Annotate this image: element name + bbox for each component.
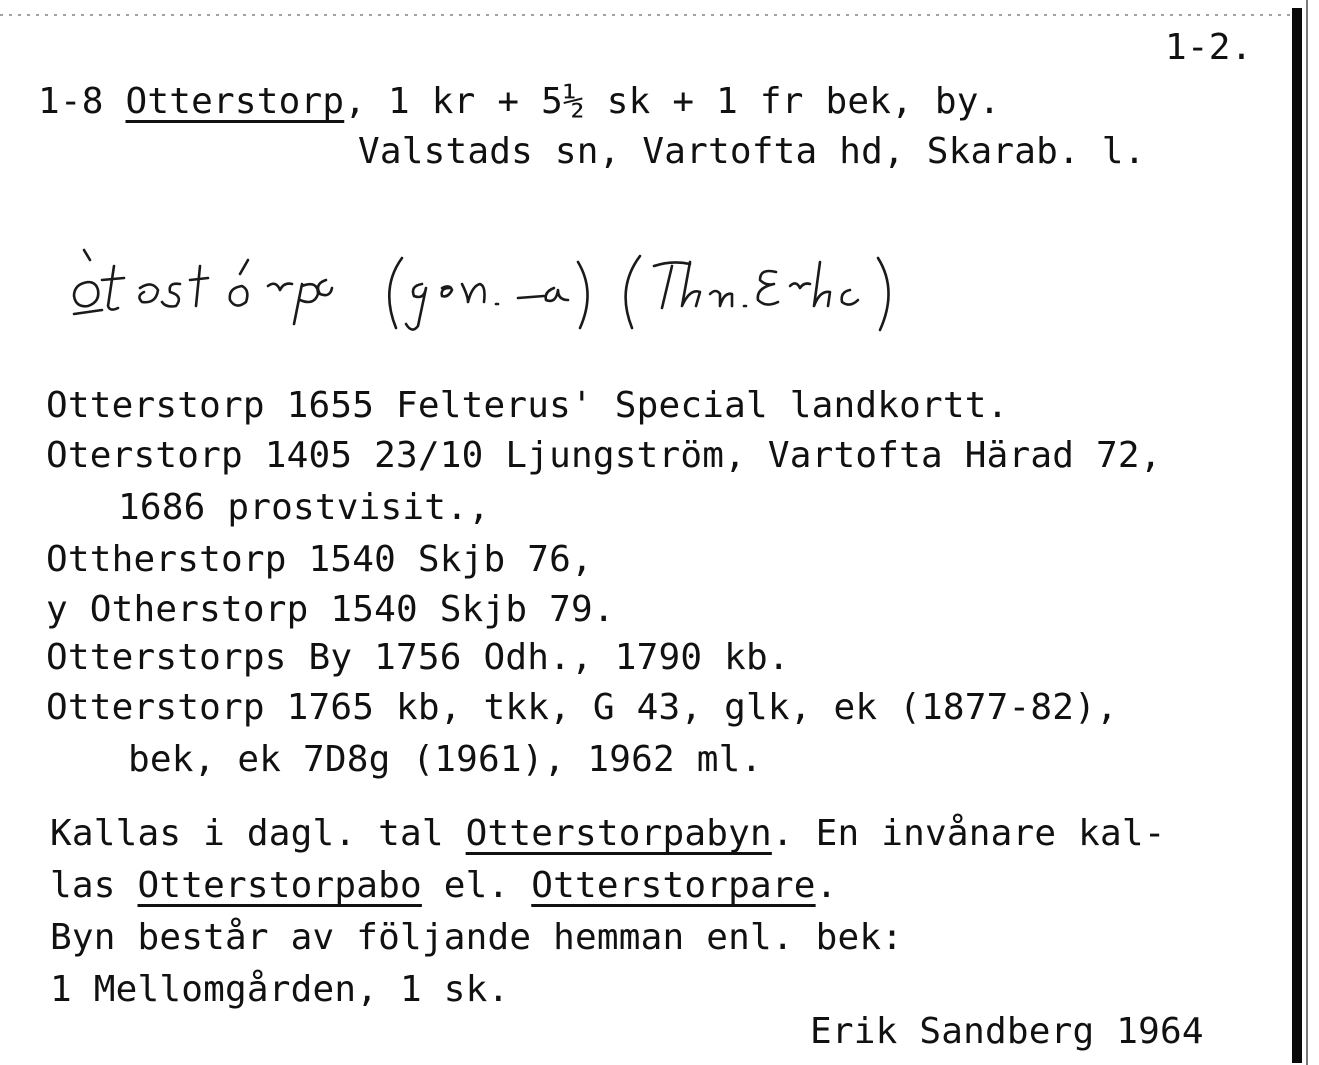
record-line: bek, ek 7D8g (1961), 1962 ml. bbox=[128, 739, 763, 780]
record-line: Otterstorp 1765 kb, tkk, G 43, glk, ek (1877-82), bbox=[46, 687, 1118, 728]
card-number: 1-2. bbox=[1165, 27, 1253, 68]
header-location: Valstads sn, Vartofta hd, Skarab. l. bbox=[358, 131, 1146, 172]
record-line: y Otherstorp 1540 Skjb 79. bbox=[46, 589, 615, 630]
note-line bbox=[50, 866, 838, 906]
note-text: Kallas i dagl. tal bbox=[50, 813, 466, 854]
handwritten-pronunciation bbox=[50, 222, 1050, 342]
card-top-edge bbox=[0, 14, 1290, 16]
header-name: Otterstorp bbox=[125, 81, 345, 122]
note-text: el. bbox=[421, 865, 532, 906]
header-line bbox=[38, 82, 1000, 122]
note-text: . En invånare kal- bbox=[771, 813, 1166, 854]
signature: Erik Sandberg 1964 bbox=[810, 1011, 1204, 1052]
record-line: 1686 prostvisit., bbox=[118, 487, 490, 528]
note-line: 1 Mellomgården, 1 sk. bbox=[50, 969, 510, 1010]
note-line: Byn består av följande hemman enl. bek: bbox=[50, 917, 904, 958]
card-right-border bbox=[1292, 8, 1302, 1063]
record-line: Otterstorps By 1756 Odh., 1790 kb. bbox=[46, 637, 790, 678]
note-line bbox=[50, 814, 1166, 854]
header-ref: 1-8 bbox=[38, 81, 104, 122]
header-desc: , 1 kr + 5½ sk + 1 fr bek, by. bbox=[344, 81, 1001, 122]
note-term: Otterstorpabyn bbox=[465, 813, 772, 854]
note-text: . bbox=[815, 865, 838, 906]
note-text: las bbox=[50, 865, 138, 906]
record-line: Otterstorp 1655 Felterus' Special landkortt. bbox=[46, 385, 1009, 426]
note-term: Otterstorpare bbox=[531, 865, 816, 906]
record-line: Oterstorp 1405 23/10 Ljungström, Vartofta Härad 72, bbox=[46, 435, 1162, 476]
record-line: Ottherstorp 1540 Skjb 76, bbox=[46, 539, 593, 580]
note-term: Otterstorpabo bbox=[137, 865, 422, 906]
card-right-border-shadow bbox=[1306, 0, 1308, 1065]
